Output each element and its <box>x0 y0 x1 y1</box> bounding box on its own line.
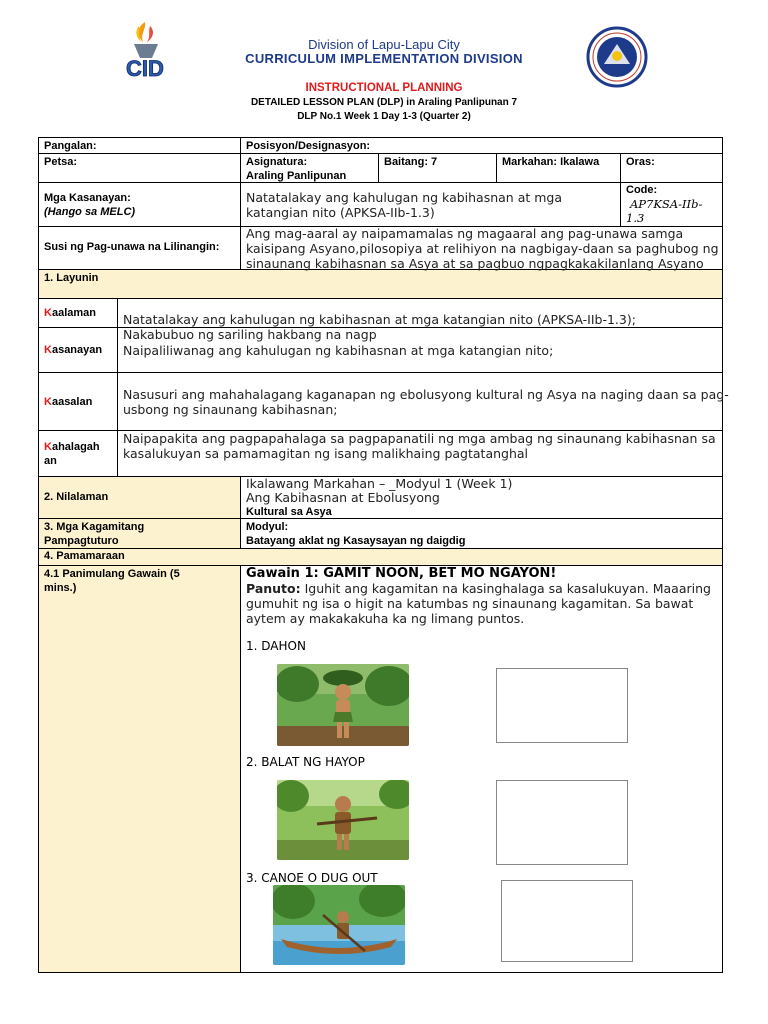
kasanayan-value-2: katangian nito (APKSA-IIb-1.3) <box>246 205 435 220</box>
kasanayan2-label: Kasanayan <box>44 344 103 356</box>
svg-text:CID: CID <box>126 56 164 81</box>
asignatura-value: Araling Panlipunan <box>246 170 347 182</box>
kaalaman-value: Natatalakay ang kahulugan ng kabihasnan at mga katangian nito (APKSA-IIb-1.3); <box>123 312 636 327</box>
kagamitan-label-2: Pampagtuturo <box>44 535 119 547</box>
panimula-label-1: 4.1 Panimulang Gawain (5 <box>44 568 180 580</box>
asignatura-label: Asignatura: <box>246 156 308 168</box>
susi-line-2: kaisipang Asyano,pilosopiya at relihiyon na nagbigay-daan sa paghubog ng <box>246 241 719 256</box>
canoe-picture <box>273 885 405 965</box>
division-city: Division of Lapu-Lapu City <box>308 37 460 52</box>
nilalaman-line-2: Ang Kabihasnan at Ebolusyong <box>246 490 440 505</box>
kasanayan2-value-2: Naipaliliwanag ang kahulugan ng kabihasnan at mga katangian nito; <box>123 343 554 358</box>
activity-panuto-2: gumuhit ng isa o higit na katumbas ng sinaunang kagamitan. Sa bawat <box>246 596 694 611</box>
dlp-title: DETAILED LESSON PLAN (DLP) in Araling Panlipunan 7 <box>250 97 518 108</box>
layunin-shade <box>39 269 722 298</box>
division-name: CURRICULUM IMPLEMENTATION DIVISION <box>245 51 523 66</box>
kasanayan-label: Mga Kasanayan: <box>44 192 131 204</box>
kasanayan-sub: (Hango sa MELC) <box>44 206 136 218</box>
layunin-heading: 1. Layunin <box>44 272 99 284</box>
item-3-answer-box[interactable] <box>501 880 633 962</box>
item-1-label: 1. DAHON <box>246 639 306 653</box>
pangalan-label: Pangalan: <box>44 140 97 152</box>
code-value-1: AP7KSA-IIb- <box>630 197 703 211</box>
item-2-answer-box[interactable] <box>496 780 628 865</box>
kaasalan-label: Kaasalan <box>44 396 93 408</box>
susi-line-1: Ang mag-aaral ay naipamamalas ng magaaral ang pag-unawa samga <box>246 226 684 241</box>
kaalaman-label: Kaalaman <box>44 307 96 319</box>
code-label: Code: <box>626 184 658 196</box>
kaasalan-value-2: usbong ng sinaunang kabihasnan; <box>123 402 338 417</box>
kagamitan-line-2: Batayang aklat ng Kasaysayan ng daigdig <box>246 535 466 547</box>
oras-label: Oras: <box>626 156 655 168</box>
item-3-label: 3. CANOE O DUG OUT <box>246 871 378 885</box>
planning-title: INSTRUCTIONAL PLANNING <box>305 82 463 94</box>
panimula-shade <box>39 565 240 972</box>
susi-label: Susi ng Pag-unawa na Lilinangin: <box>44 241 220 253</box>
kahalagahan-label: Kahalagah <box>44 441 100 453</box>
activity-panuto-3: aytem ay makakakuha ka ng limang puntos. <box>246 611 525 626</box>
activity-title: Gawain 1: GAMIT NOON, BET MO NGAYON! <box>246 566 557 581</box>
susi-line-3: sinaunang kabihasnan sa Asya at sa pagbuo ngpagkakakilanlang Asyano <box>246 256 704 271</box>
kasanayan2-value-1: Nakabubuo ng sariling hakbang na nagp <box>123 327 377 342</box>
balat-ng-hayop-picture <box>277 780 409 860</box>
nilalaman-line-3: Kultural sa Asya <box>246 506 332 518</box>
activity-panuto-1: Panuto: Iguhit ang kagamitan na kasinghalaga sa kasalukuyan. Maaaring <box>246 581 711 596</box>
nilalaman-line-1: Ikalawang Markahan – _Modyul 1 (Week 1) <box>246 476 513 491</box>
pamamaraan-shade <box>39 548 722 565</box>
code-value-2: 1.3 <box>626 211 645 225</box>
item-1-answer-box[interactable] <box>496 668 628 743</box>
markahan-label: Markahan: Ikalawa <box>502 156 600 168</box>
dlp-number: DLP No.1 Week 1 Day 1-3 (Quarter 2) <box>297 111 471 122</box>
kahalagahan-value-1: Naipapakita ang pagpapahalaga sa pagpapanatili ng mga ambag ng sinaunang kabihasnan sa <box>123 431 716 446</box>
item-2-label: 2. BALAT NG HAYOP <box>246 755 365 769</box>
kagamitan-label-1: 3. Mga Kagamitang <box>44 521 145 533</box>
dahon-picture <box>277 664 409 746</box>
posisyon-label: Posisyon/Designasyon: <box>246 140 371 152</box>
pamamaraan-heading: 4. Pamamaraan <box>44 550 125 562</box>
petsa-label: Petsa: <box>44 156 78 168</box>
panimula-label-2: mins.) <box>44 582 77 594</box>
baitang-label: Baitang: 7 <box>384 156 438 168</box>
nilalaman-label: 2. Nilalaman <box>44 491 109 503</box>
kasanayan-value-1: Natatalakay ang kahulugan ng kabihasnan at mga <box>246 190 563 205</box>
kagamitan-line-1: Modyul: <box>246 521 289 533</box>
kahalagahan-value-2: kasalukuyan sa pamamagitan ng isang malikhaing pagtatanghal <box>123 446 529 461</box>
kaasalan-value-1: Nasusuri ang mahahalagang kaganapan ng ebolusyong kultural ng Asya na naging daan sa pag- <box>123 387 729 402</box>
kahalagahan-label-2: an <box>44 455 57 467</box>
